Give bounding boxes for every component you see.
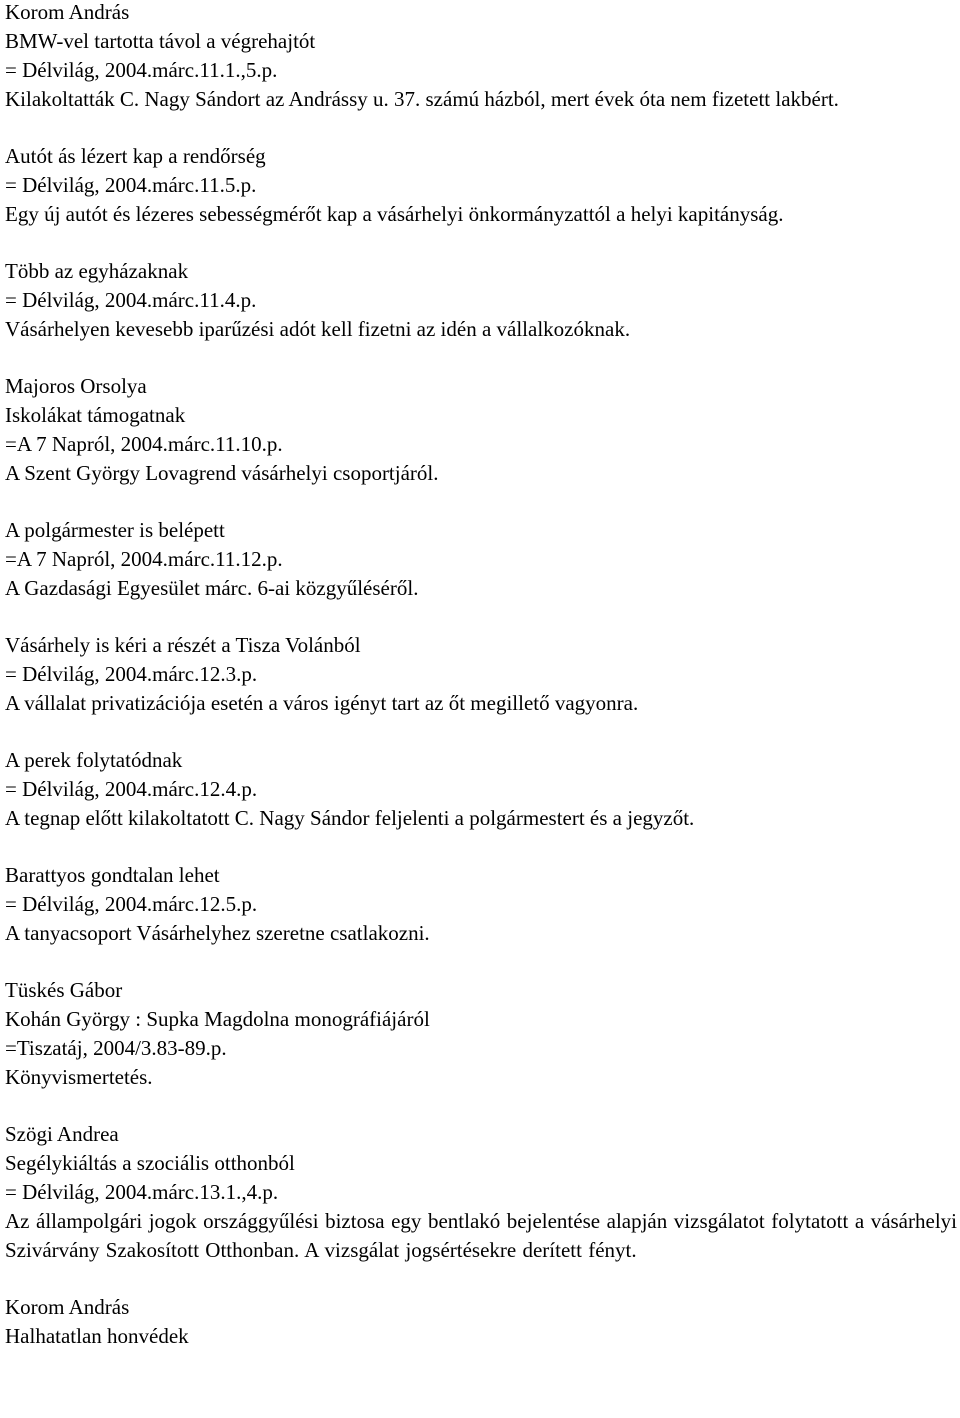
entry-source: =A 7 Napról, 2004.márc.11.10.p.	[5, 432, 283, 456]
bibliography-entry-4	[5, 372, 957, 488]
entry-summary: Vásárhelyen kevesebb iparűzési adót kell fizetni az idén a vállalkozóknak.	[5, 317, 631, 341]
entry-author: Majoros Orsolya	[5, 374, 147, 398]
entry-title: Vásárhely is kéri a részét a Tisza Volánból	[5, 633, 361, 657]
document-page	[5, 0, 957, 1379]
entry-source: = Délvilág, 2004.márc.12.3.p.	[5, 662, 258, 686]
entry-summary: Könyvismertetés.	[5, 1065, 153, 1089]
entry-source: = Délvilág, 2004.márc.11.4.p.	[5, 288, 257, 312]
entry-source: =Tiszatáj, 2004/3.83-89.p.	[5, 1036, 227, 1060]
entry-title: Iskolákat támogatnak	[5, 403, 186, 427]
entry-title: Kohán György : Supka Magdolna monográfiájáról	[5, 1007, 430, 1031]
entry-summary: A Gazdasági Egyesület márc. 6-ai közgyűléséről.	[5, 576, 419, 600]
entry-author: Korom András	[5, 1295, 130, 1319]
entry-source: =A 7 Napról, 2004.márc.11.12.p.	[5, 547, 283, 571]
bibliography-entry-11	[5, 1293, 957, 1351]
entry-source: = Délvilág, 2004.márc.12.4.p.	[5, 777, 258, 801]
entry-summary: A vállalat privatizációja esetén a város igényt tart az őt megillető vagyonra.	[5, 691, 639, 715]
bibliography-entry-10	[5, 1120, 957, 1265]
bibliography-entry-9	[5, 976, 957, 1092]
entry-author: Tüskés Gábor	[5, 978, 123, 1002]
bibliography-entry-5	[5, 516, 957, 603]
entry-source: = Délvilág, 2004.márc.11.5.p.	[5, 173, 257, 197]
entry-summary: A tanyacsoport Vásárhelyhez szeretne csatlakozni.	[5, 921, 430, 945]
entry-summary: A tegnap előtt kilakoltatott C. Nagy Sándor feljelenti a polgármestert és a jegyzőt.	[5, 806, 695, 830]
entry-author: Korom András	[5, 0, 130, 24]
entry-source: = Délvilág, 2004.márc.13.1.,4.p.	[5, 1180, 279, 1204]
entry-source: = Délvilág, 2004.márc.12.5.p.	[5, 892, 258, 916]
entry-title: Autót ás lézert kap a rendőrség	[5, 144, 266, 168]
entry-author: Szögi Andrea	[5, 1122, 119, 1146]
bibliography-entry-3	[5, 257, 957, 344]
entry-summary: Az állampolgári jogok országgyűlési biztosa egy bentlakó bejelentése alapján vizsgálatot folytatott a vásárhelyi Szivárvány Szakosított Otthonban. A vizsgálat jogsértésekre derített fényt.	[5, 1209, 957, 1262]
entry-title: Halhatatlan honvédek	[5, 1324, 189, 1348]
entry-title: Barattyos gondtalan lehet	[5, 863, 220, 887]
entry-title: A perek folytatódnak	[5, 748, 183, 772]
entry-summary: Kilakoltatták C. Nagy Sándort az Andrássy u. 37. számú házból, mert évek óta nem fizetett lakbért.	[5, 87, 839, 111]
entry-summary: Egy új autót és lézeres sebességmérőt kap a vásárhelyi önkormányzattól a helyi kapitányság.	[5, 202, 784, 226]
entry-title: A polgármester is belépett	[5, 518, 225, 542]
bibliography-entry-6	[5, 631, 957, 718]
bibliography-entry-1	[5, 0, 957, 114]
entry-source: = Délvilág, 2004.márc.11.1.,5.p.	[5, 58, 278, 82]
entry-summary: A Szent György Lovagrend vásárhelyi csoportjáról.	[5, 461, 439, 485]
entry-title: BMW-vel tartotta távol a végrehajtót	[5, 29, 316, 53]
bibliography-entry-8	[5, 861, 957, 948]
entry-title: Több az egyházaknak	[5, 259, 189, 283]
bibliography-entry-7	[5, 746, 957, 833]
entry-title: Segélykiáltás a szociális otthonból	[5, 1151, 295, 1175]
bibliography-entry-2	[5, 142, 957, 229]
